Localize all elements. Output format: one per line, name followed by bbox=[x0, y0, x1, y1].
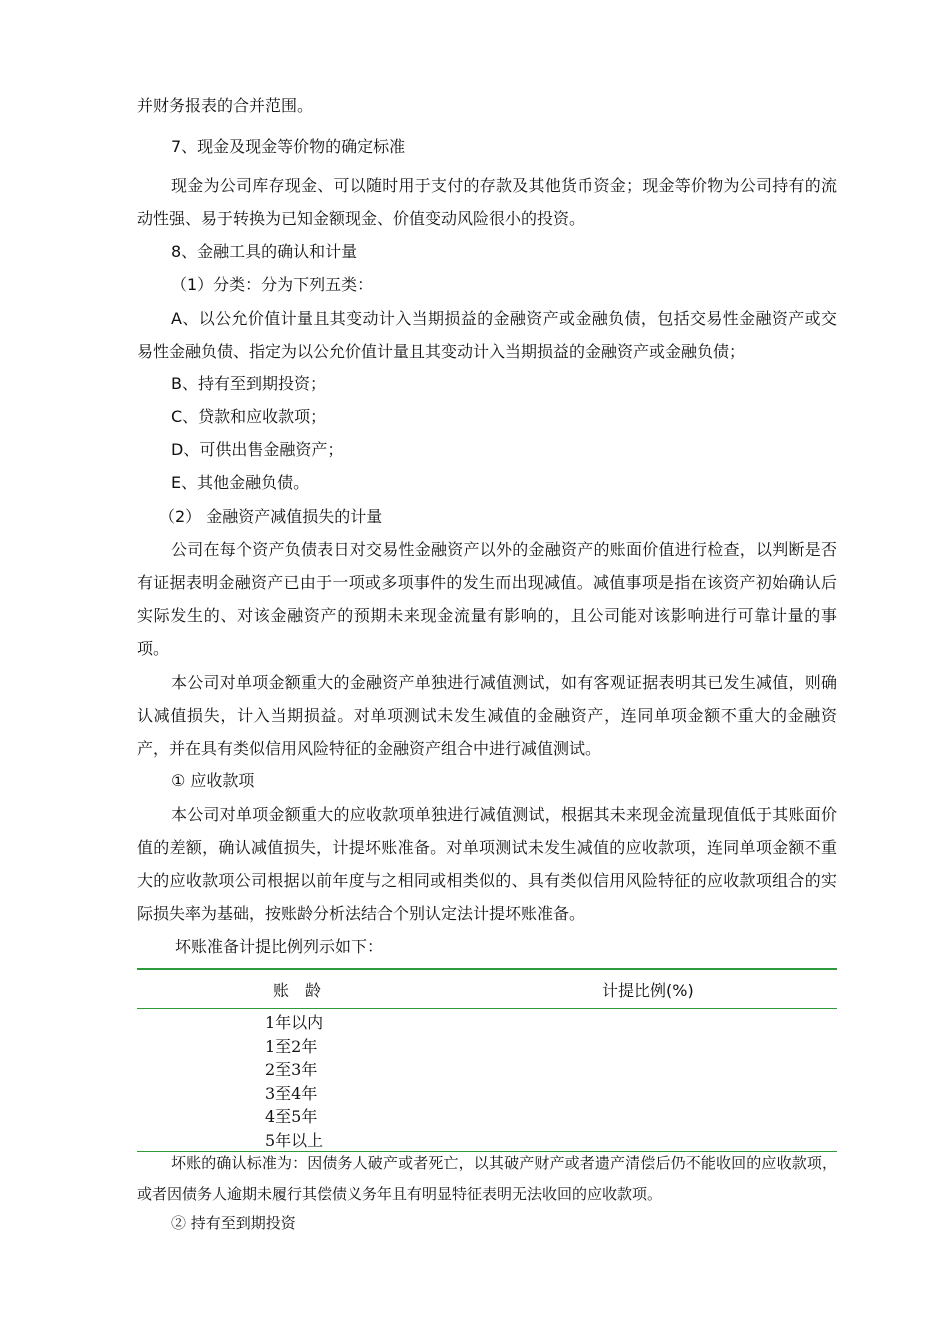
paragraph-receivables: 本公司对单项金额重大的应收款项单独进行减值测试，根据其未来现金流量现值低于其账面价值的差额，确认减值损失，计提坏账准备。对单项测试未发生减值的应收款项，连同单项金额不重大的应收款项公司根据以前年度与之相同或相类似的、具有类似信用风险特征的应收款项组合的实际损失率为基础，按账龄分析法结合个别认定法计提坏账准备。 bbox=[137, 805, 837, 923]
table-row: 4至5年 bbox=[265, 1107, 318, 1126]
table-row: 2至3年 bbox=[265, 1060, 318, 1079]
subheading-receivables: ① 应收款项 bbox=[171, 771, 255, 790]
table-row: 1至2年 bbox=[265, 1036, 318, 1056]
paragraph-bad-debt-criteria: 坏账的确认标准为：因债务人破产或者死亡，以其破产财产或者遗产清偿后仍不能收回的应收款项，或者因债务人逾期未履行其偿债义务年且有明显特征表明无法收回的应收款项。 bbox=[137, 1154, 837, 1203]
table-row: 1年以内 bbox=[265, 1013, 324, 1032]
section-heading-8: 8、金融工具的确认和计量 bbox=[171, 242, 358, 261]
subheading-classification: （1）分类：分为下列五类： bbox=[171, 275, 374, 294]
paragraph-impairment-check: 公司在每个资产负债表日对交易性金融资产以外的金融资产的账面价值进行检查，以判断是否有证据表明金融资产已由于一项或多项事件的发生而出现减值。减值事项是指在该资产初始确认后实际发生的、对该金融资产的预期未来现金流量有影响的，且公司能对该影响进行可靠计量的事项。 bbox=[137, 540, 837, 658]
subheading-impairment: （2） 金融资产减值损失的计量 bbox=[159, 507, 383, 526]
table-row: 3至4年 bbox=[265, 1083, 318, 1103]
subheading-held-to-maturity: ② 持有至到期投资 bbox=[171, 1214, 296, 1232]
table-body bbox=[265, 1011, 345, 1152]
list-item-c: C、贷款和应收款项； bbox=[171, 407, 327, 426]
table-header-ratio: 计提比例(%) bbox=[602, 981, 694, 1000]
table-intro: 坏账准备计提比例列示如下： bbox=[175, 937, 384, 956]
paragraph-cash-equivalents: 现金为公司库存现金、可以随时用于支付的存款及其他货币资金；现金等价物为公司持有的流动性强、易于转换为已知金额现金、价值变动风险很小的投资。 bbox=[137, 176, 837, 228]
paragraph-category-a: A、以公允价值计量且其变动计入当期损益的金融资产或金融负债，包括交易性金融资产或交易性金融负债、指定为以公允价值计量且其变动计入当期损益的金融资产或金融负债； bbox=[137, 309, 837, 361]
table-top-rule bbox=[137, 968, 837, 970]
table-row: 5年以上 bbox=[265, 1130, 324, 1150]
list-item-d: D、可供出售金融资产； bbox=[171, 440, 344, 459]
list-item-b: B、持有至到期投资； bbox=[171, 374, 326, 393]
paragraph-continuation: 并财务报表的合并范围。 bbox=[137, 96, 314, 115]
table-header-age: 账 龄 bbox=[273, 981, 322, 1000]
section-heading-7: 7、现金及现金等价物的确定标准 bbox=[171, 137, 406, 156]
list-item-e: E、其他金融负债。 bbox=[171, 473, 310, 492]
paragraph-impairment-test: 本公司对单项金额重大的金融资产单独进行减值测试，如有客观证据表明其已发生减值，则确认减值损失，计入当期损益。对单项测试未发生减值的金融资产，连同单项金额不重大的金融资产，并在具有类似信用风险特征的金融资产组合中进行减值测试。 bbox=[137, 673, 837, 758]
table-header-rule bbox=[137, 1008, 837, 1009]
